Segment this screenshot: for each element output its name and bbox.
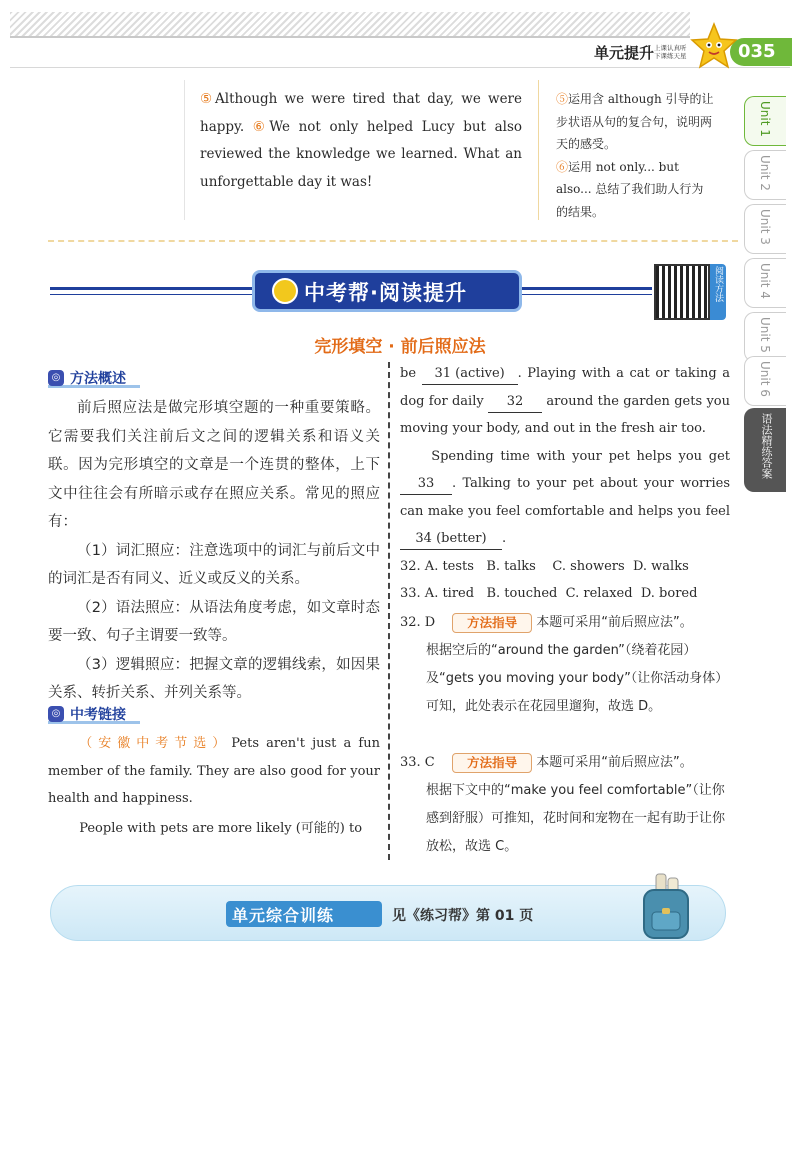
tab-label: Unit 2 xyxy=(758,155,772,191)
blank-31: 31 (active) xyxy=(422,364,518,385)
tab-label: Unit 3 xyxy=(758,209,772,245)
column-divider xyxy=(388,362,390,860)
passage-text-2: around the garden gets you moving your body, and out in the fresh air too. xyxy=(400,393,731,436)
banner-rule-right-thin xyxy=(522,294,652,295)
note-mark-5: ⑤ xyxy=(556,92,569,106)
page-number: 035 xyxy=(738,41,776,62)
link-tag-label: 中考链接 xyxy=(70,707,126,723)
exam-passage-right xyxy=(400,360,730,553)
tab-label: Unit 6 xyxy=(758,361,772,397)
tab-label: Unit 4 xyxy=(758,263,772,299)
passage-paragraph-2-start: People with pets are more likely (可能的) to xyxy=(79,820,363,836)
sample-sentence-1: Although we were tired that day, we were happy. xyxy=(200,91,523,135)
blank-34: 34 (better) xyxy=(400,529,502,550)
banner-rule-left xyxy=(50,287,252,290)
options-33: 33. A. tired B. touched C. relaxed D. bored xyxy=(400,586,698,601)
qr-label: 阅读方法 xyxy=(713,266,723,302)
tab-unit-3[interactable] xyxy=(744,204,786,254)
answer-lead: 本题可采用“前后照应法”。 xyxy=(536,615,693,630)
mark-6: ⑥ xyxy=(252,118,270,135)
backpack-icon xyxy=(634,872,698,942)
sample-notes xyxy=(556,88,714,223)
tab-grammar-answers[interactable] xyxy=(744,408,786,492)
answer-explanation: 根据空后的“around the garden”（绕着花园）及“gets you moving your body”（让你活动身体）可知，此处表示在花园里遛狗，故选 D。 xyxy=(426,643,729,714)
passage-text-1: . Playing with a cat or taking a dog for daily xyxy=(400,366,730,409)
passage-text-3: Spending time with your pet helps you get xyxy=(431,448,730,464)
tab-unit-6[interactable] xyxy=(744,356,786,406)
exam-link-tag xyxy=(48,704,140,724)
passage-source: （安徽中考节选） xyxy=(79,736,232,751)
tab-unit-4[interactable] xyxy=(744,258,786,308)
method-item-1: （1）词汇照应：注意选项中的词汇与前后文中的词汇是否有同义、近义或反义的关系。 xyxy=(48,542,380,587)
box-divider-right xyxy=(538,80,539,220)
blank-33: 33 xyxy=(400,474,452,495)
link-tag-icon: ◎ xyxy=(48,706,64,722)
mark-5: ⑤ xyxy=(200,91,216,107)
sample-text xyxy=(200,86,522,196)
answer-lead: 本题可采用“前后照应法”。 xyxy=(536,755,693,770)
section-title: 完形填空 · 前后照应法 xyxy=(314,337,486,357)
unit-title: 单元提升 xyxy=(594,44,655,62)
banner-rule-left-thin xyxy=(50,294,252,295)
answer-number: 32. D xyxy=(400,615,436,630)
answer-number: 33. C xyxy=(400,755,435,770)
qr-code-icon[interactable] xyxy=(654,264,710,320)
method-guide-tag: 方法指导 xyxy=(452,613,532,633)
footer-bar xyxy=(50,885,726,941)
motto-line-2: 下课练天星 xyxy=(654,52,687,60)
qr-label-tag xyxy=(710,264,726,320)
banner-title: 中考帮·阅读提升 xyxy=(304,281,467,305)
tab-label: Unit 5 xyxy=(758,317,772,353)
method-overview-tag xyxy=(48,368,140,388)
answer-32 xyxy=(400,609,730,721)
note-6: 运用 not only... but also... 总结了我们助人行为的结果。 xyxy=(556,159,704,219)
tab-label: 语法精练答案 xyxy=(760,413,773,479)
sample-sentence-2: We not only helped Lucy but also reviewed the knowledge we learned. What an unforgettable day it was! xyxy=(200,118,522,190)
lightbulb-icon xyxy=(272,278,298,304)
method-paragraph: 前后照应法是做完形填空题的一种重要策略。它需要我们关注前后文之间的逻辑关系和语义关联。因为完形填空的文章是一个连贯的整体，上下文中往往会有所暗示或存在照应关系。常见的照应有： xyxy=(48,400,380,530)
method-item-2: （2）语法照应：从语法角度考虑，如文章时态要一致、句子主谓要一致等。 xyxy=(48,599,380,644)
tab-label: Unit 1 xyxy=(758,101,772,137)
method-tag-icon: ◎ xyxy=(48,370,64,386)
blank-32: 32 xyxy=(488,392,542,413)
passage-text-4: . Talking to your pet about your worries can make you feel comfortable and helps you feel xyxy=(400,476,730,519)
header-rule xyxy=(10,36,690,38)
footer-reference: 见《练习帮》第 01 页 xyxy=(392,908,534,924)
header-stripe xyxy=(10,12,690,36)
exam-passage-left xyxy=(48,730,380,842)
header-motto xyxy=(654,44,687,60)
banner-rule-right xyxy=(522,287,652,290)
note-5: 运用含 although 引导的让步状语从句的复合句，说明两天的感受。 xyxy=(556,92,714,151)
passage-paragraph-1: Pets aren't just a fun member of the family. They are also good for your health and happiness. xyxy=(48,736,380,806)
footer-pill-label: 单元综合训练 xyxy=(232,906,335,925)
method-guide-tag: 方法指导 xyxy=(452,753,532,773)
answer-explanation: 根据下文中的“make you feel comfortable”（让你感到舒服）可推知，花时间和宠物在一起有助于让你放松，故选 C。 xyxy=(426,783,726,854)
motto-line-1: 上课认真听 xyxy=(654,44,687,52)
method-overview-text xyxy=(48,394,380,708)
answer-33 xyxy=(400,749,730,861)
note-mark-6: ⑥ xyxy=(556,159,569,174)
method-tag-label: 方法概述 xyxy=(70,371,126,387)
box-divider-left xyxy=(184,80,185,220)
tab-unit-2[interactable] xyxy=(744,150,786,200)
star-mascot-icon xyxy=(690,22,738,70)
options-32: 32. A. tests B. talks C. showers D. walks xyxy=(400,559,689,574)
passage-word: be xyxy=(400,366,417,381)
passage-text-5: . xyxy=(502,531,507,546)
header-underline xyxy=(10,67,790,68)
tab-unit-1[interactable] xyxy=(744,96,786,146)
method-item-3: （3）逻辑照应：把握文章的逻辑线索，如因果关系、转折关系、并列关系等。 xyxy=(48,656,380,701)
